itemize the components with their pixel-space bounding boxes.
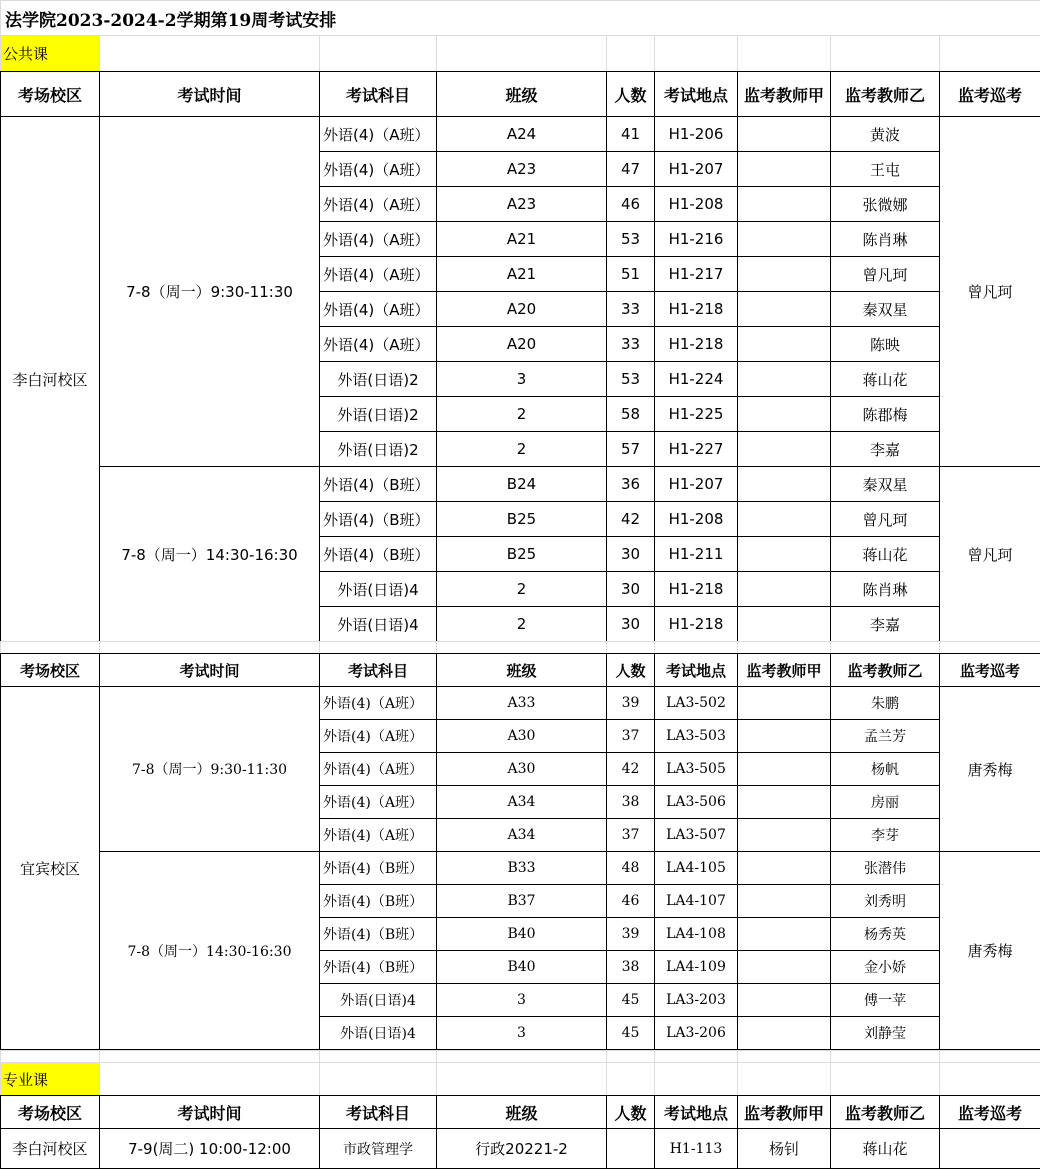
header-class[interactable]: 班级 bbox=[437, 72, 607, 117]
campus-cell[interactable]: 宜宾校区 bbox=[1, 687, 100, 1050]
count-cell[interactable]: 51 bbox=[607, 257, 655, 292]
count-cell[interactable]: 58 bbox=[607, 397, 655, 432]
class-cell[interactable]: B40 bbox=[437, 951, 607, 984]
subject-cell[interactable]: 外语(日语)4 bbox=[320, 572, 437, 607]
patrol-cell[interactable] bbox=[940, 1129, 1040, 1169]
subject-cell[interactable]: 外语(4)（B班） bbox=[320, 502, 437, 537]
section-label-major[interactable]: 专业课 bbox=[1, 1063, 100, 1096]
count-cell[interactable]: 48 bbox=[607, 852, 655, 885]
teacher-a-cell[interactable] bbox=[738, 607, 831, 642]
count-cell[interactable]: 37 bbox=[607, 720, 655, 753]
teacher-b-cell[interactable]: 杨帆 bbox=[831, 753, 940, 786]
teacher-b-cell[interactable]: 蒋山花 bbox=[831, 1129, 940, 1169]
patrol-cell[interactable]: 唐秀梅 bbox=[940, 687, 1040, 852]
header-subject[interactable]: 考试科目 bbox=[320, 72, 437, 117]
header-teacher-b[interactable]: 监考教师乙 bbox=[831, 654, 940, 687]
location-cell[interactable]: H1-224 bbox=[655, 362, 738, 397]
exam-table-major bbox=[0, 1095, 1040, 1169]
location-cell[interactable]: H1-207 bbox=[655, 467, 738, 502]
teacher-a-cell[interactable] bbox=[738, 187, 831, 222]
subject-cell[interactable]: 外语(4)（A班） bbox=[320, 257, 437, 292]
class-cell[interactable]: B24 bbox=[437, 467, 607, 502]
teacher-b-cell[interactable]: 刘静莹 bbox=[831, 1017, 940, 1050]
location-cell[interactable]: LA3-507 bbox=[655, 819, 738, 852]
class-cell[interactable]: A23 bbox=[437, 187, 607, 222]
class-cell[interactable]: A30 bbox=[437, 753, 607, 786]
count-cell[interactable]: 33 bbox=[607, 292, 655, 327]
location-cell[interactable]: LA3-203 bbox=[655, 984, 738, 1017]
teacher-b-cell[interactable]: 陈映 bbox=[831, 327, 940, 362]
teacher-b-cell[interactable]: 张微娜 bbox=[831, 187, 940, 222]
teacher-a-cell[interactable] bbox=[738, 918, 831, 951]
teacher-a-cell[interactable] bbox=[738, 951, 831, 984]
class-cell[interactable]: 2 bbox=[437, 432, 607, 467]
header-campus[interactable]: 考场校区 bbox=[1, 72, 100, 117]
teacher-b-cell[interactable]: 蒋山花 bbox=[831, 537, 940, 572]
class-cell[interactable]: A20 bbox=[437, 327, 607, 362]
subject-cell[interactable]: 外语(4)（A班） bbox=[320, 327, 437, 362]
subject-cell[interactable]: 外语(4)（A班） bbox=[320, 720, 437, 753]
count-cell[interactable]: 46 bbox=[607, 187, 655, 222]
header-patrol[interactable]: 监考巡考 bbox=[940, 1096, 1040, 1129]
subject-cell[interactable]: 外语(日语)2 bbox=[320, 397, 437, 432]
teacher-a-cell[interactable] bbox=[738, 502, 831, 537]
teacher-b-cell[interactable]: 李芽 bbox=[831, 819, 940, 852]
subject-cell[interactable]: 外语(4)（A班） bbox=[320, 819, 437, 852]
location-cell[interactable]: H1-113 bbox=[655, 1129, 738, 1169]
teacher-a-cell[interactable] bbox=[738, 292, 831, 327]
campus-cell[interactable]: 李白河校区 bbox=[1, 1129, 100, 1169]
count-cell[interactable]: 46 bbox=[607, 885, 655, 918]
class-cell[interactable]: 3 bbox=[437, 362, 607, 397]
header-location[interactable]: 考试地点 bbox=[655, 1096, 738, 1129]
location-cell[interactable]: H1-211 bbox=[655, 537, 738, 572]
subject-cell[interactable]: 外语(4)（A班） bbox=[320, 222, 437, 257]
teacher-b-cell[interactable]: 蒋山花 bbox=[831, 362, 940, 397]
exam-table-yibin bbox=[0, 653, 1040, 1050]
teacher-a-cell[interactable] bbox=[738, 362, 831, 397]
teacher-b-cell[interactable]: 傅一苹 bbox=[831, 984, 940, 1017]
class-cell[interactable]: B25 bbox=[437, 502, 607, 537]
location-cell[interactable]: H1-208 bbox=[655, 187, 738, 222]
header-row bbox=[1, 654, 1040, 687]
count-cell[interactable]: 39 bbox=[607, 918, 655, 951]
location-cell[interactable]: LA3-506 bbox=[655, 786, 738, 819]
teacher-a-cell[interactable] bbox=[738, 885, 831, 918]
class-cell[interactable]: 2 bbox=[437, 607, 607, 642]
subject-cell[interactable]: 外语(4)（A班） bbox=[320, 292, 437, 327]
teacher-a-cell[interactable] bbox=[738, 753, 831, 786]
location-cell[interactable]: H1-206 bbox=[655, 117, 738, 152]
header-subject[interactable]: 考试科目 bbox=[320, 1096, 437, 1129]
patrol-cell[interactable]: 唐秀梅 bbox=[940, 852, 1040, 1050]
class-cell[interactable]: 2 bbox=[437, 572, 607, 607]
location-cell[interactable]: H1-217 bbox=[655, 257, 738, 292]
teacher-a-cell[interactable] bbox=[738, 720, 831, 753]
class-cell[interactable]: B40 bbox=[437, 918, 607, 951]
page-title: 法学院2023-2024-2学期第19周考试安排 bbox=[1, 1, 1040, 36]
location-cell[interactable]: LA4-108 bbox=[655, 918, 738, 951]
location-cell[interactable]: H1-218 bbox=[655, 607, 738, 642]
header-class[interactable]: 班级 bbox=[437, 1096, 607, 1129]
exam-time-cell[interactable]: 7-8（周一）14:30-16:30 bbox=[100, 467, 320, 642]
teacher-a-cell[interactable] bbox=[738, 327, 831, 362]
header-location[interactable]: 考试地点 bbox=[655, 72, 738, 117]
teacher-b-cell[interactable]: 陈肖琳 bbox=[831, 222, 940, 257]
subject-cell[interactable]: 外语(4)（B班） bbox=[320, 951, 437, 984]
count-cell[interactable]: 53 bbox=[607, 362, 655, 397]
class-cell[interactable]: B25 bbox=[437, 537, 607, 572]
header-time[interactable]: 考试时间 bbox=[100, 72, 320, 117]
count-cell[interactable]: 45 bbox=[607, 1017, 655, 1050]
location-cell[interactable]: LA4-107 bbox=[655, 885, 738, 918]
subject-cell[interactable]: 外语(4)（A班） bbox=[320, 152, 437, 187]
location-cell[interactable]: H1-227 bbox=[655, 432, 738, 467]
count-cell[interactable]: 39 bbox=[607, 687, 655, 720]
class-cell[interactable]: A30 bbox=[437, 720, 607, 753]
subject-cell[interactable]: 外语(4)（B班） bbox=[320, 918, 437, 951]
section-label-public[interactable]: 公共课 bbox=[1, 36, 100, 72]
title-area bbox=[0, 0, 1040, 72]
teacher-b-cell[interactable]: 孟兰芳 bbox=[831, 720, 940, 753]
class-cell[interactable]: 3 bbox=[437, 1017, 607, 1050]
count-cell[interactable]: 42 bbox=[607, 502, 655, 537]
location-cell[interactable]: H1-218 bbox=[655, 327, 738, 362]
header-count[interactable]: 人数 bbox=[607, 72, 655, 117]
subject-cell[interactable]: 外语(日语)4 bbox=[320, 984, 437, 1017]
header-campus[interactable]: 考场校区 bbox=[1, 654, 100, 687]
header-count[interactable]: 人数 bbox=[607, 1096, 655, 1129]
subject-cell[interactable]: 外语(日语)4 bbox=[320, 1017, 437, 1050]
class-cell[interactable]: B33 bbox=[437, 852, 607, 885]
count-cell[interactable]: 45 bbox=[607, 984, 655, 1017]
patrol-cell[interactable]: 曾凡珂 bbox=[940, 467, 1040, 642]
location-cell[interactable]: LA4-109 bbox=[655, 951, 738, 984]
class-cell[interactable]: A21 bbox=[437, 222, 607, 257]
subject-cell[interactable]: 外语(4)（B班） bbox=[320, 537, 437, 572]
teacher-a-cell[interactable] bbox=[738, 786, 831, 819]
count-cell[interactable]: 38 bbox=[607, 786, 655, 819]
teacher-a-cell[interactable]: 杨钊 bbox=[738, 1129, 831, 1169]
teacher-b-cell[interactable]: 秦双星 bbox=[831, 467, 940, 502]
class-cell[interactable]: 行政20221-2 bbox=[437, 1129, 607, 1169]
header-row bbox=[1, 72, 1040, 117]
location-cell[interactable]: H1-216 bbox=[655, 222, 738, 257]
header-teacher-b[interactable]: 监考教师乙 bbox=[831, 72, 940, 117]
header-time[interactable]: 考试时间 bbox=[100, 654, 320, 687]
header-class[interactable]: 班级 bbox=[437, 654, 607, 687]
teacher-b-cell[interactable]: 朱鹏 bbox=[831, 687, 940, 720]
count-cell[interactable]: 42 bbox=[607, 753, 655, 786]
header-teacher-b[interactable]: 监考教师乙 bbox=[831, 1096, 940, 1129]
teacher-a-cell[interactable] bbox=[738, 984, 831, 1017]
header-subject[interactable]: 考试科目 bbox=[320, 654, 437, 687]
teacher-a-cell[interactable] bbox=[738, 152, 831, 187]
count-cell[interactable]: 33 bbox=[607, 327, 655, 362]
count-cell[interactable]: 37 bbox=[607, 819, 655, 852]
location-cell[interactable]: LA3-505 bbox=[655, 753, 738, 786]
teacher-a-cell[interactable] bbox=[738, 467, 831, 502]
header-time[interactable]: 考试时间 bbox=[100, 1096, 320, 1129]
location-cell[interactable]: H1-218 bbox=[655, 292, 738, 327]
teacher-a-cell[interactable] bbox=[738, 1017, 831, 1050]
table-row bbox=[1, 852, 1040, 885]
location-cell[interactable]: LA4-105 bbox=[655, 852, 738, 885]
exam-table-libaihe bbox=[0, 71, 1040, 642]
header-teacher-a[interactable]: 监考教师甲 bbox=[738, 1096, 831, 1129]
subject-cell[interactable]: 外语(4)（B班） bbox=[320, 885, 437, 918]
subject-cell[interactable]: 外语(4)（B班） bbox=[320, 467, 437, 502]
teacher-b-cell[interactable]: 房丽 bbox=[831, 786, 940, 819]
header-teacher-a[interactable]: 监考教师甲 bbox=[738, 654, 831, 687]
teacher-b-cell[interactable]: 杨秀英 bbox=[831, 918, 940, 951]
count-cell[interactable] bbox=[607, 1129, 655, 1169]
table-row bbox=[1, 1129, 1040, 1169]
teacher-b-cell[interactable]: 曾凡珂 bbox=[831, 257, 940, 292]
teacher-b-cell[interactable]: 李嘉 bbox=[831, 607, 940, 642]
teacher-b-cell[interactable]: 秦双星 bbox=[831, 292, 940, 327]
teacher-b-cell[interactable]: 张潜伟 bbox=[831, 852, 940, 885]
teacher-b-cell[interactable]: 李嘉 bbox=[831, 432, 940, 467]
teacher-a-cell[interactable] bbox=[738, 819, 831, 852]
subject-cell[interactable]: 外语(日语)2 bbox=[320, 432, 437, 467]
teacher-b-cell[interactable]: 刘秀明 bbox=[831, 885, 940, 918]
exam-time-cell[interactable]: 7-8（周一）9:30-11:30 bbox=[100, 117, 320, 467]
subject-cell[interactable]: 市政管理学 bbox=[320, 1129, 437, 1169]
teacher-a-cell[interactable] bbox=[738, 222, 831, 257]
subject-cell[interactable]: 外语(4)（A班） bbox=[320, 117, 437, 152]
class-cell[interactable]: 2 bbox=[437, 397, 607, 432]
subject-cell[interactable]: 外语(4)（A班） bbox=[320, 786, 437, 819]
class-cell[interactable]: 3 bbox=[437, 984, 607, 1017]
location-cell[interactable]: LA3-206 bbox=[655, 1017, 738, 1050]
count-cell[interactable]: 36 bbox=[607, 467, 655, 502]
teacher-a-cell[interactable] bbox=[738, 257, 831, 292]
class-cell[interactable]: A20 bbox=[437, 292, 607, 327]
header-campus[interactable]: 考场校区 bbox=[1, 1096, 100, 1129]
header-location[interactable]: 考试地点 bbox=[655, 654, 738, 687]
teacher-a-cell[interactable] bbox=[738, 397, 831, 432]
count-cell[interactable]: 47 bbox=[607, 152, 655, 187]
count-cell[interactable]: 30 bbox=[607, 537, 655, 572]
class-cell[interactable]: A23 bbox=[437, 152, 607, 187]
subject-cell[interactable]: 外语(4)（A班） bbox=[320, 687, 437, 720]
header-row bbox=[1, 1096, 1040, 1129]
location-cell[interactable]: LA3-503 bbox=[655, 720, 738, 753]
count-cell[interactable]: 38 bbox=[607, 951, 655, 984]
exam-time-cell[interactable]: 7-8（周一）14:30-16:30 bbox=[100, 852, 320, 1050]
location-cell[interactable]: H1-207 bbox=[655, 152, 738, 187]
teacher-a-cell[interactable] bbox=[738, 852, 831, 885]
count-cell[interactable]: 53 bbox=[607, 222, 655, 257]
exam-time-cell[interactable]: 7-8（周一）9:30-11:30 bbox=[100, 687, 320, 852]
subject-cell[interactable]: 外语(日语)2 bbox=[320, 362, 437, 397]
location-cell[interactable]: H1-218 bbox=[655, 572, 738, 607]
class-cell[interactable]: A34 bbox=[437, 819, 607, 852]
campus-cell[interactable]: 李白河校区 bbox=[1, 117, 100, 642]
class-cell[interactable]: A34 bbox=[437, 786, 607, 819]
class-cell[interactable]: A33 bbox=[437, 687, 607, 720]
subject-cell[interactable]: 外语(4)（A班） bbox=[320, 753, 437, 786]
teacher-b-cell[interactable]: 陈郡梅 bbox=[831, 397, 940, 432]
location-cell[interactable]: H1-225 bbox=[655, 397, 738, 432]
header-patrol[interactable]: 监考巡考 bbox=[940, 654, 1040, 687]
location-cell[interactable]: LA3-502 bbox=[655, 687, 738, 720]
exam-time-cell[interactable]: 7-9(周二) 10:00-12:00 bbox=[100, 1129, 320, 1169]
teacher-b-cell[interactable]: 王屯 bbox=[831, 152, 940, 187]
table-row bbox=[1, 687, 1040, 720]
subject-cell[interactable]: 外语(日语)4 bbox=[320, 607, 437, 642]
header-count[interactable]: 人数 bbox=[607, 654, 655, 687]
subject-cell[interactable]: 外语(4)（B班） bbox=[320, 852, 437, 885]
count-cell[interactable]: 41 bbox=[607, 117, 655, 152]
teacher-b-cell[interactable]: 曾凡珂 bbox=[831, 502, 940, 537]
class-cell[interactable]: A21 bbox=[437, 257, 607, 292]
teacher-b-cell[interactable]: 陈肖琳 bbox=[831, 572, 940, 607]
count-cell[interactable]: 57 bbox=[607, 432, 655, 467]
teacher-a-cell[interactable] bbox=[738, 572, 831, 607]
table-row bbox=[1, 467, 1040, 502]
teacher-b-cell[interactable]: 金小娇 bbox=[831, 951, 940, 984]
subject-cell[interactable]: 外语(4)（A班） bbox=[320, 187, 437, 222]
teacher-b-cell[interactable]: 黄波 bbox=[831, 117, 940, 152]
teacher-a-cell[interactable] bbox=[738, 687, 831, 720]
header-patrol[interactable]: 监考巡考 bbox=[940, 72, 1040, 117]
class-cell[interactable]: B37 bbox=[437, 885, 607, 918]
teacher-a-cell[interactable] bbox=[738, 432, 831, 467]
header-teacher-a[interactable]: 监考教师甲 bbox=[738, 72, 831, 117]
count-cell[interactable]: 30 bbox=[607, 572, 655, 607]
count-cell[interactable]: 30 bbox=[607, 607, 655, 642]
major-section-area bbox=[0, 1050, 1040, 1096]
location-cell[interactable]: H1-208 bbox=[655, 502, 738, 537]
teacher-a-cell[interactable] bbox=[738, 537, 831, 572]
table-row bbox=[1, 117, 1040, 152]
class-cell[interactable]: A24 bbox=[437, 117, 607, 152]
teacher-a-cell[interactable] bbox=[738, 117, 831, 152]
patrol-cell[interactable]: 曾凡珂 bbox=[940, 117, 1040, 467]
